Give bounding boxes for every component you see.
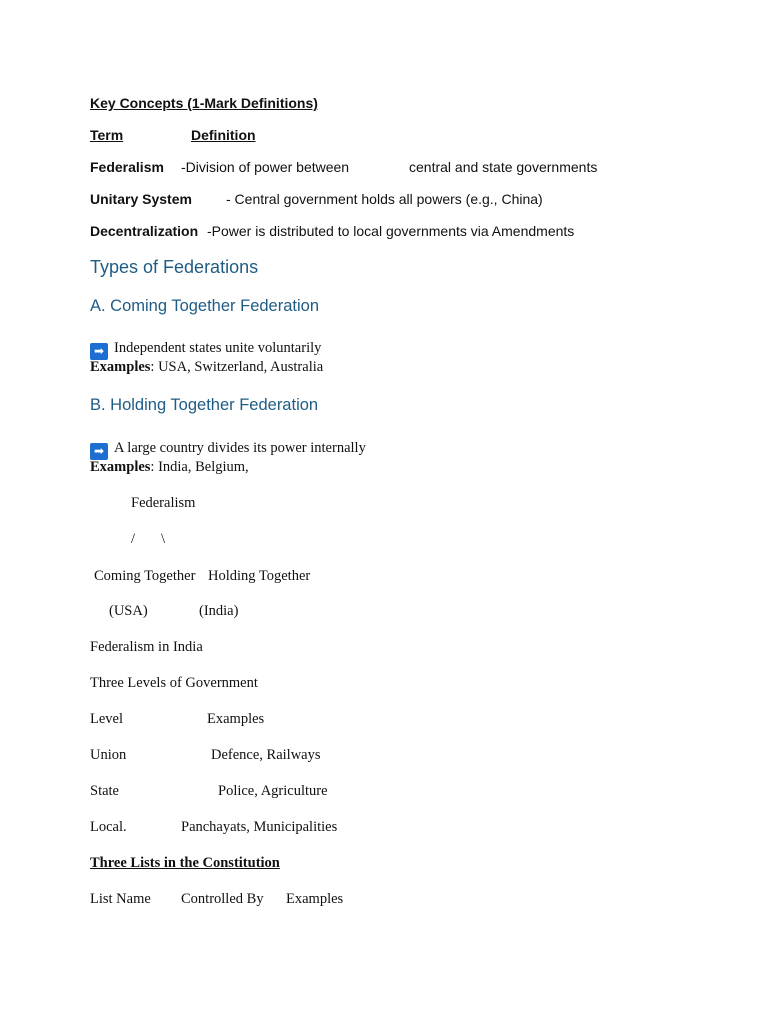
levels-subheading: Three Levels of Government — [90, 675, 258, 691]
tree-right-branch: \ — [161, 531, 166, 547]
level-state-examples: Police, Agriculture — [218, 783, 328, 799]
right-arrow-icon: ➡ — [90, 443, 108, 460]
types-heading: Types of Federations — [90, 257, 259, 277]
tree-right-sub: (India) — [199, 603, 239, 619]
level-column-header: Level — [90, 711, 124, 727]
examples-label: Examples — [90, 459, 151, 475]
term-unitary-system: Unitary System — [90, 191, 192, 207]
level-union: Union — [90, 747, 127, 763]
holding-together-point — [90, 439, 366, 460]
term-decentralization: Decentralization — [90, 223, 199, 239]
tree-left-node: Coming Together — [94, 568, 196, 584]
definition-unitary-system: - Central government holds all powers (e.g., China) — [226, 191, 543, 207]
holding-together-examples — [90, 458, 249, 476]
india-heading: Federalism in India — [90, 639, 203, 655]
coming-together-heading: A. Coming Together Federation — [90, 297, 319, 315]
examples-column-header: Examples — [207, 711, 265, 727]
right-arrow-icon: ➡ — [90, 343, 108, 360]
holding-together-point-text: A large country divides its power internally — [114, 440, 366, 456]
holding-together-heading: B. Holding Together Federation — [90, 396, 319, 414]
examples-label: Examples — [90, 359, 151, 375]
term-federalism: Federalism — [90, 159, 164, 175]
definition-column-header: Definition — [191, 127, 256, 143]
definition-federalism-part-2: central and state governments — [409, 159, 598, 175]
examples-values: : India, Belgium, — [150, 459, 249, 475]
list-name-column-header: List Name — [90, 891, 151, 907]
level-union-examples: Defence, Railways — [211, 747, 321, 763]
three-lists-heading: Three Lists in the Constitution — [90, 855, 280, 871]
coming-together-point — [90, 339, 321, 360]
level-state: State — [90, 783, 119, 799]
level-local: Local. — [90, 819, 127, 835]
tree-left-sub: (USA) — [109, 603, 148, 619]
tree-root: Federalism — [131, 495, 196, 511]
definition-federalism-part-1: -Division of power between — [181, 159, 350, 175]
examples-values: : USA, Switzerland, Australia — [150, 359, 324, 375]
definition-decentralization: -Power is distributed to local governments via Amendments — [207, 223, 575, 239]
controlled-by-column-header: Controlled By — [181, 891, 264, 907]
coming-together-point-text: Independent states unite voluntarily — [114, 340, 322, 356]
list-examples-column-header: Examples — [286, 891, 344, 907]
key-concepts-title: Key Concepts (1-Mark Definitions) — [90, 95, 318, 111]
level-local-examples: Panchayats, Municipalities — [181, 819, 338, 835]
term-column-header: Term — [90, 127, 124, 143]
tree-right-node: Holding Together — [208, 568, 311, 584]
tree-left-branch: / — [131, 531, 136, 547]
coming-together-examples — [90, 358, 323, 376]
